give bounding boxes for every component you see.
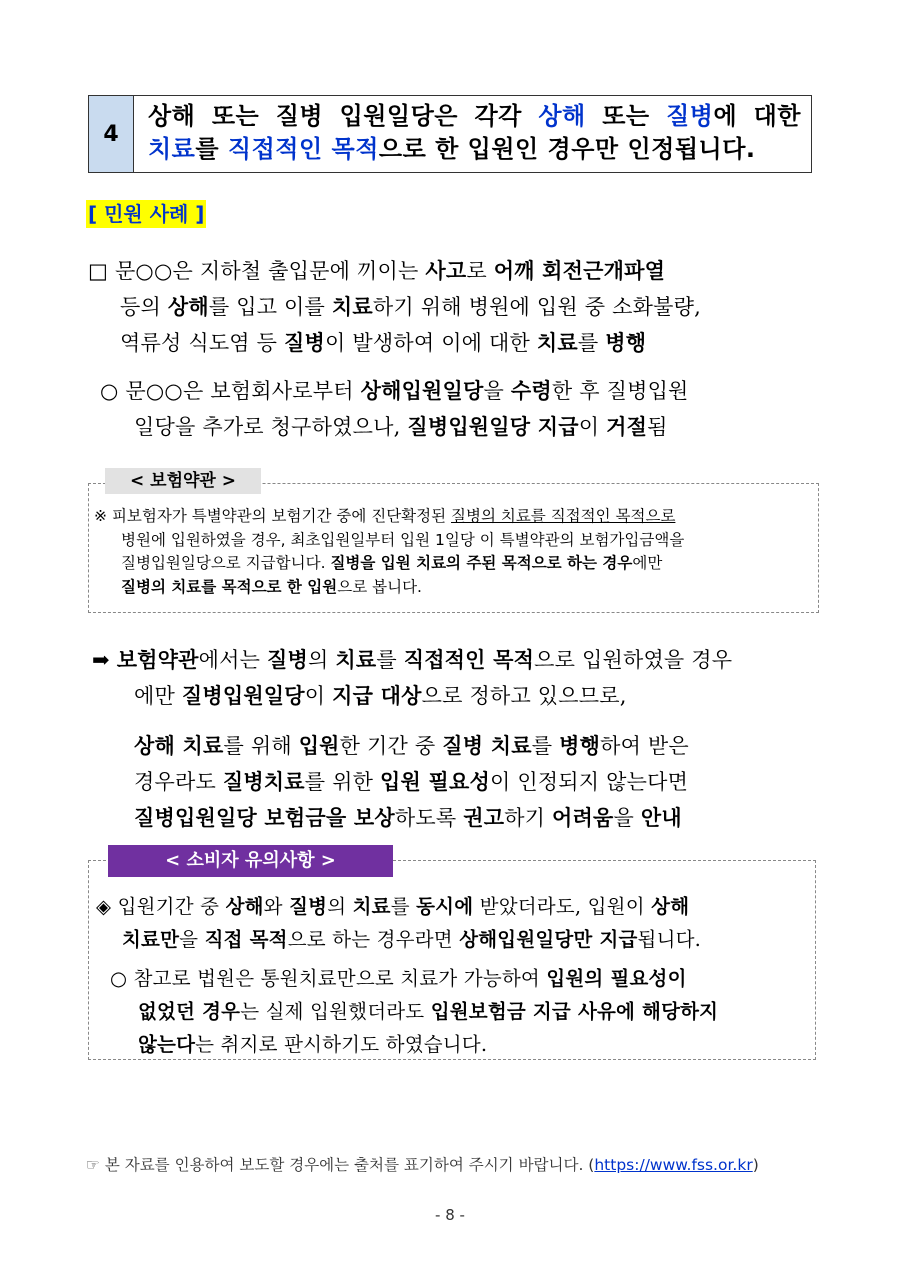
- terms-line: 병원에 입원하였을 경우, 최초입원일부터 입원 1일당 이 특별약관의 보험가입금액을: [121, 530, 685, 549]
- title-text: 상해 또는 질병 입원일당은 각각: [148, 102, 539, 130]
- title-text: 또는: [585, 102, 667, 130]
- guidance-text: [92, 642, 822, 836]
- section-title-line-2: [148, 133, 801, 166]
- guidance-line: 에만 질병입원일당이 지급 대상으로 정하고 있으므로,: [134, 683, 627, 708]
- title-highlight: 직접적인 목적: [227, 135, 379, 163]
- case-line: □ 문○○은 지하철 출입문에 끼이는 사고로 어깨 회전근개파열: [88, 258, 666, 283]
- page-number: - 8 -: [435, 1206, 465, 1224]
- reference-mark-icon: ※: [94, 507, 107, 525]
- case-title: [ 민원 사례 ]: [88, 202, 205, 226]
- guidance-line: 상해 치료를 위해 입원한 기간 중 질병 치료를 병행하여 받은: [134, 733, 689, 758]
- notice-line: ○ 참고로 법원은 통원치료만으로 치료가 가능하여 입원의 필요성이: [110, 967, 687, 990]
- title-text: 에 대한: [713, 102, 801, 130]
- diamond-bullet-icon: ◈: [96, 895, 112, 918]
- terms-line: ※ 피보험자가 특별약관의 보험기간 중에 진단확정된 질병의 치료를 직접적인 목적으로: [94, 507, 676, 525]
- notice-line: 않는다는 취지로 판시하기도 하였습니다.: [138, 1033, 488, 1056]
- arrow-right-icon: ➡: [92, 648, 110, 672]
- case-line: 일당을 추가로 청구하였으나, 질병입원일당 지급이 거절됨: [134, 414, 668, 439]
- circle-bullet-icon: ○: [100, 379, 119, 403]
- title-highlight: 치료: [148, 135, 196, 163]
- terms-label: < 보험약관 >: [105, 468, 261, 494]
- section-title: [134, 96, 811, 172]
- notice-line: ◈ 입원기간 중 상해와 질병의 치료를 동시에 받았더라도, 입원이 상해: [96, 895, 690, 918]
- consumer-notice-text: [96, 890, 811, 1061]
- title-text: 으로 한 입원인 경우만 인정됩니다.: [378, 135, 756, 163]
- case-line: 역류성 식도염 등 질병이 발생하여 이에 대한 치료를 병행: [120, 330, 647, 355]
- terms-line: 질병입원일당으로 지급합니다. 질병을 입원 치료의 주된 목적으로 하는 경우에만: [121, 554, 663, 572]
- terms-line: 질병의 치료를 목적으로 한 입원으로 봅니다.: [121, 577, 422, 596]
- fss-website-link[interactable]: https://www.fss.or.kr: [594, 1156, 753, 1174]
- citation-note: ☞ 본 자료를 인용하여 보도할 경우에는 출처를 표기하여 주시기 바랍니다. (https://www.fss.or.kr): [86, 1156, 759, 1174]
- case-description: [88, 253, 818, 445]
- title-highlight: 상해: [538, 102, 586, 130]
- notice-line: 없었던 경우는 실제 입원했더라도 입원보험금 지급 사유에 해당하지: [138, 1000, 719, 1023]
- section-header-box: [88, 95, 812, 173]
- case-line: 등의 상해를 입고 이를 치료하기 위해 병원에 입원 중 소화불량,: [120, 294, 701, 319]
- title-text: 를: [195, 135, 228, 163]
- terms-text: [94, 505, 814, 599]
- notice-line: 치료만을 직접 목적으로 하는 경우라면 상해입원일당만 지급됩니다.: [122, 928, 702, 951]
- guidance-line: ➡ 보험약관에서는 질병의 치료를 직접적인 목적으로 입원하였을 경우: [92, 647, 733, 672]
- consumer-notice-label: < 소비자 유의사항 >: [108, 845, 393, 877]
- case-line: ○ 문○○은 보험회사로부터 상해입원일당을 수령한 후 질병입원: [100, 378, 689, 403]
- section-title-line-1: [148, 100, 801, 133]
- guidance-line: 경우라도 질병치료를 위한 입원 필요성이 인정되지 않는다면: [134, 769, 689, 794]
- section-number: 4: [89, 96, 134, 172]
- square-bullet-icon: □: [88, 259, 109, 283]
- circle-bullet-icon: ○: [110, 967, 128, 990]
- title-highlight: 질병: [666, 102, 714, 130]
- guidance-line: 질병입원일당 보험금을 보상하도록 권고하기 어려움을 안내: [134, 805, 682, 830]
